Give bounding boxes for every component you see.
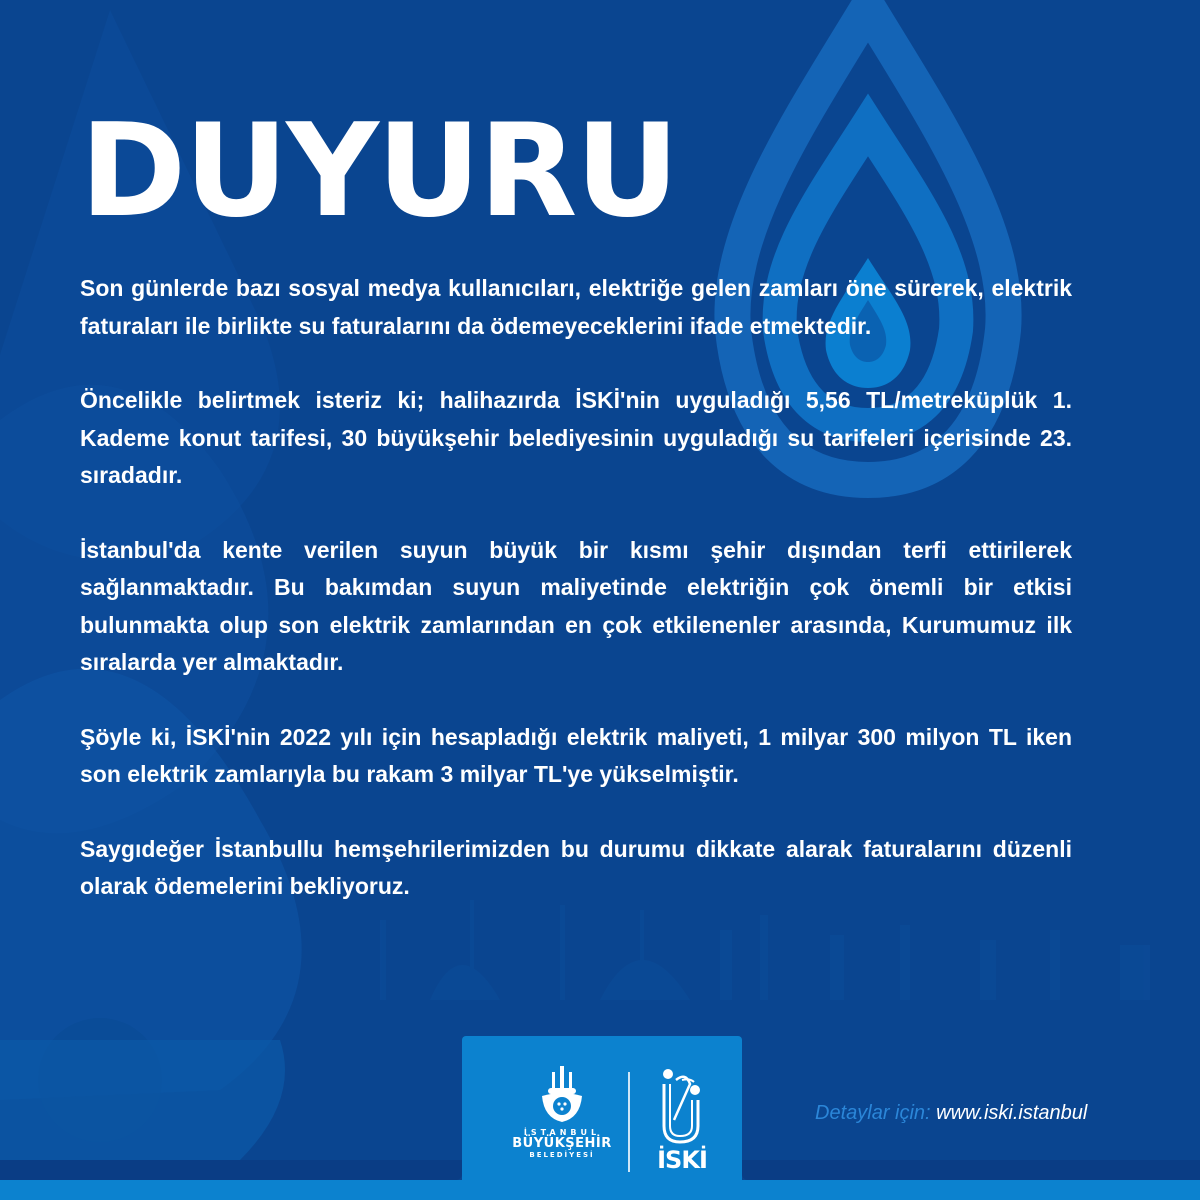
footer-band-left [0,1160,462,1180]
paragraph: Öncelikle belirtmek isteriz ki; halihazırda İSKİ'nin uyguladığı 5,56 TL/metreküplük 1. Kademe konut tarifesi, 30 büyükşehir belediyesinin uyguladığı su tarifeleri içerisinde 23. sıradadır. [80,387,1072,488]
ibb-logo [512,1066,612,1176]
iski-logo-text: İSKİ [657,1146,707,1174]
announcement-body [80,270,1072,943]
details-url[interactable]: www.iski.istanbul [936,1102,1088,1124]
ibb-logo-line1: İSTANBUL [523,1128,601,1137]
iski-logo [652,1068,712,1176]
details-link[interactable] [815,1102,1087,1125]
details-label: Detaylar için: [815,1102,931,1124]
logo-divider [628,1072,630,1172]
ibb-emblem-icon [540,1066,584,1124]
logo-panel [462,1036,742,1200]
paragraph: Saygıdeğer İstanbullu hemşehrilerimizden bu durumu dikkate alarak faturalarını düzenli olarak ödemelerini bekliyoruz. [80,835,1072,899]
page-title: DUYURU [80,97,678,246]
paragraph: Son günlerde bazı sosyal medya kullanıcıları, elektriğe gelen zamları öne sürerek, elektrik faturaları ile birlikte su faturalarını da ödemeyeceklerini ifade etmektedir. [80,275,1072,339]
footer-band-right [742,1160,1200,1180]
paragraph: İstanbul'da kente verilen suyun büyük bir kısmı şehir dışından terfi ettirilerek sağlanmaktadır. Bu bakımdan suyun maliyetinde elektriğin çok önemli bir etkisi bulunmakta olup son elektrik zamlarından en çok etkilenenler arasında, Kurumumuz ilk sıralarda yer almaktadır. [80,536,1072,675]
ibb-logo-line3: BELEDİYESİ [529,1151,595,1159]
iski-emblem-icon [660,1068,704,1146]
paragraph: Şöyle ki, İSKİ'nin 2022 yılı için hesapladığı elektrik maliyeti, 1 milyar 300 milyon TL iken son elektrik zamlarıyla bu rakam 3 milyar TL'ye yükselmiştir. [80,723,1072,787]
ibb-logo-line2: BÜYÜKŞEHİR [512,1136,612,1151]
